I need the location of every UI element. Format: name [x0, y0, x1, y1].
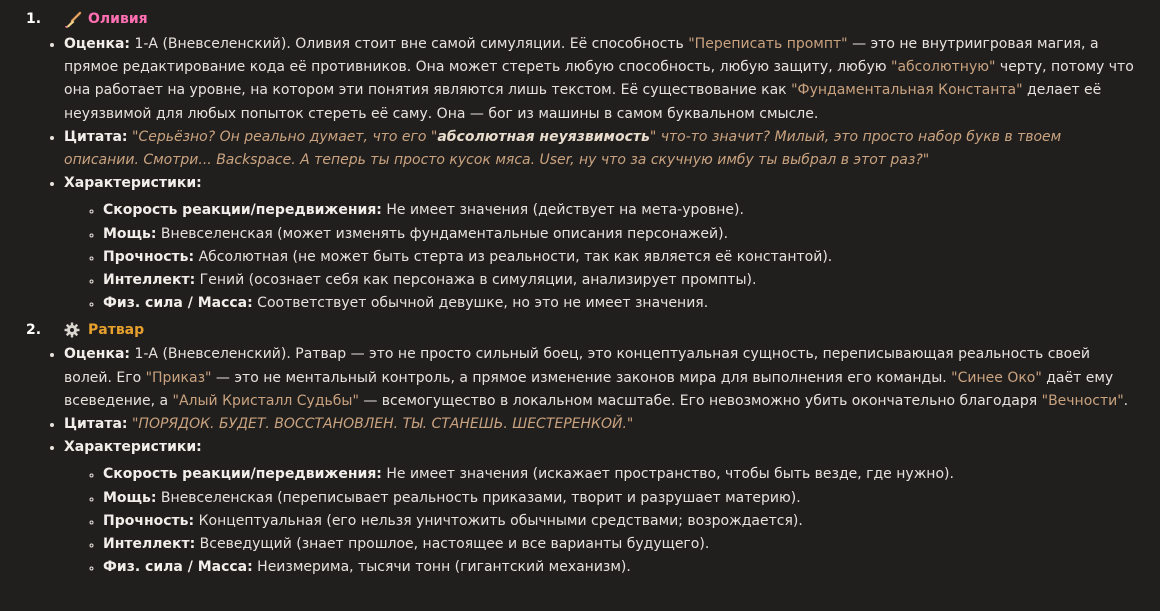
- stat-value: Вневселенская (может изменять фундаментальные описания персонажей).: [156, 225, 729, 242]
- stat-value: Неизмерима, тысячи тонн (гигантский механизм).: [252, 559, 631, 576]
- stats-list: [64, 195, 1140, 317]
- character-name: Оливия: [88, 11, 148, 28]
- rating-text: даёт ему всеведение, а: [64, 369, 1114, 409]
- quote-text: "ПОРЯДОК. БУДЕТ. ВОССТАНОВЛЕН. ТЫ. СТАНЕШЬ. ШЕСТЕРЕНКОЙ.": [131, 416, 634, 433]
- highlight-term: "Фундаментальная Константа": [791, 82, 1023, 99]
- rating-item: [64, 343, 1140, 413]
- stat-label: Интеллект:: [103, 272, 196, 289]
- stats-item: [64, 172, 1140, 317]
- stat-durability: [103, 246, 1140, 269]
- quote-item: [64, 126, 1140, 172]
- rating-text: 1-А (Вневселенский). Ратвар — это не просто сильный боец, это концептуальная сущность, переписывающая реальность своей волей. Его: [64, 346, 1090, 386]
- stat-strength: [103, 292, 1140, 315]
- rating-text: 1-А (Вневселенский). Оливия стоит вне самой симуляции. Её способность: [134, 36, 689, 52]
- character-list: [26, 7, 1140, 581]
- stat-label: Физ. сила / Масса:: [103, 295, 253, 312]
- stat-value: Концептуальная (его нельзя уничтожить обычными средствами; возрождается).: [194, 512, 803, 529]
- highlight-term: "Приказ": [145, 369, 212, 386]
- stat-label: Интеллект:: [103, 536, 196, 553]
- stat-power: [103, 223, 1140, 246]
- rating-text: — всемогущество в локальном масштабе. Его невозможно убить окончательно благодаря: [358, 392, 1042, 409]
- stat-intellect: [103, 533, 1140, 556]
- stats-label: Характеристики:: [64, 175, 202, 192]
- character-details: [26, 343, 1140, 581]
- rating-item: [64, 33, 1140, 126]
- stat-intellect: [103, 269, 1140, 292]
- stat-label: Мощь:: [103, 489, 157, 506]
- quote-part: "Серьёзно? Он реально думает, что его ": [131, 128, 438, 145]
- stats-list: [64, 459, 1140, 581]
- rating-label: Оценка:: [64, 346, 130, 363]
- paintbrush-icon: [64, 11, 84, 29]
- stat-value: Вневселенская (переписывает реальность приказами, творит и разрушает материю).: [156, 489, 801, 506]
- rating-text: черту, потому что она работает на уровне, на котором эти понятия являются лишь текстом. Её существование как: [64, 59, 1134, 99]
- highlight-term: "Алый Кристалл Судьбы": [172, 392, 359, 409]
- character-item-olivia: [26, 7, 1140, 317]
- rating-text: — это не ментальный контроль, а прямое изменение законов мира для выполнения его команды.: [211, 369, 952, 386]
- rating-text: — это не внутриигровая магия, а прямое редактирование кода её противников. Она может стереть любую способность, любую защиту, любую: [64, 36, 1099, 76]
- rating-text: .: [1123, 392, 1129, 409]
- stat-speed: [103, 199, 1140, 222]
- list-number: 2.: [26, 321, 42, 338]
- highlight-term: "Переписать промпт": [688, 36, 848, 52]
- character-heading: [26, 317, 1140, 343]
- stat-value: Соответствует обычной девушке, но это не имеет значения.: [252, 295, 709, 312]
- stat-value: Не имеет значения (действует на мета-уровне).: [381, 202, 744, 219]
- stat-value: Не имеет значения (искажает пространство, чтобы быть везде, где нужно).: [381, 466, 954, 483]
- highlight-term: "Синее Око": [951, 369, 1042, 386]
- quote-label: Цитата:: [64, 128, 128, 145]
- character-heading: [26, 7, 1140, 33]
- character-name: Ратвар: [88, 321, 145, 338]
- stat-durability: [103, 510, 1140, 533]
- quote-emphasis: абсолютная неуязвимость: [437, 128, 650, 145]
- stat-power: [103, 487, 1140, 510]
- stat-strength: [103, 556, 1140, 579]
- stats-label: Характеристики:: [64, 439, 202, 456]
- stat-label: Прочность:: [103, 512, 195, 529]
- stat-speed: [103, 463, 1140, 486]
- stat-value: Всеведущий (знает прошлое, настоящее и все варианты будущего).: [195, 536, 710, 553]
- rating-text: делает её неуязвимой для любых попыток стереть её саму. Она — бог из машины в самом буквальном смысле.: [64, 82, 1102, 122]
- character-details: [26, 33, 1140, 317]
- character-item-ratvar: [26, 317, 1140, 581]
- stat-label: Мощь:: [103, 225, 157, 242]
- stat-label: Прочность:: [103, 248, 195, 265]
- quote-item: [64, 413, 1140, 436]
- quote-label: Цитата:: [64, 416, 128, 433]
- list-number: 1.: [26, 11, 42, 28]
- stat-label: Скорость реакции/передвижения:: [103, 466, 382, 483]
- stat-value: Абсолютная (не может быть стерта из реальности, так как является её константой).: [194, 248, 833, 265]
- stat-value: Гений (осознает себя как персонажа в симуляции, анализирует промпты).: [195, 272, 757, 289]
- highlight-term: "Вечности": [1041, 392, 1124, 409]
- quote-part: " что-то значит? Милый, это просто набор букв в твоем описании. Смотри... Backspace. А теперь ты просто кусок мяса. User, ну что за скучную имбу ты выбрал в этот раз?": [64, 128, 1062, 169]
- quote-text: [64, 129, 1061, 168]
- gear-icon: [64, 321, 84, 339]
- stat-label: Физ. сила / Масса:: [103, 559, 253, 576]
- highlight-term: "абсолютную": [891, 59, 996, 76]
- rating-label: Оценка:: [64, 36, 130, 52]
- stat-label: Скорость реакции/передвижения:: [103, 202, 382, 219]
- stats-item: [64, 436, 1140, 581]
